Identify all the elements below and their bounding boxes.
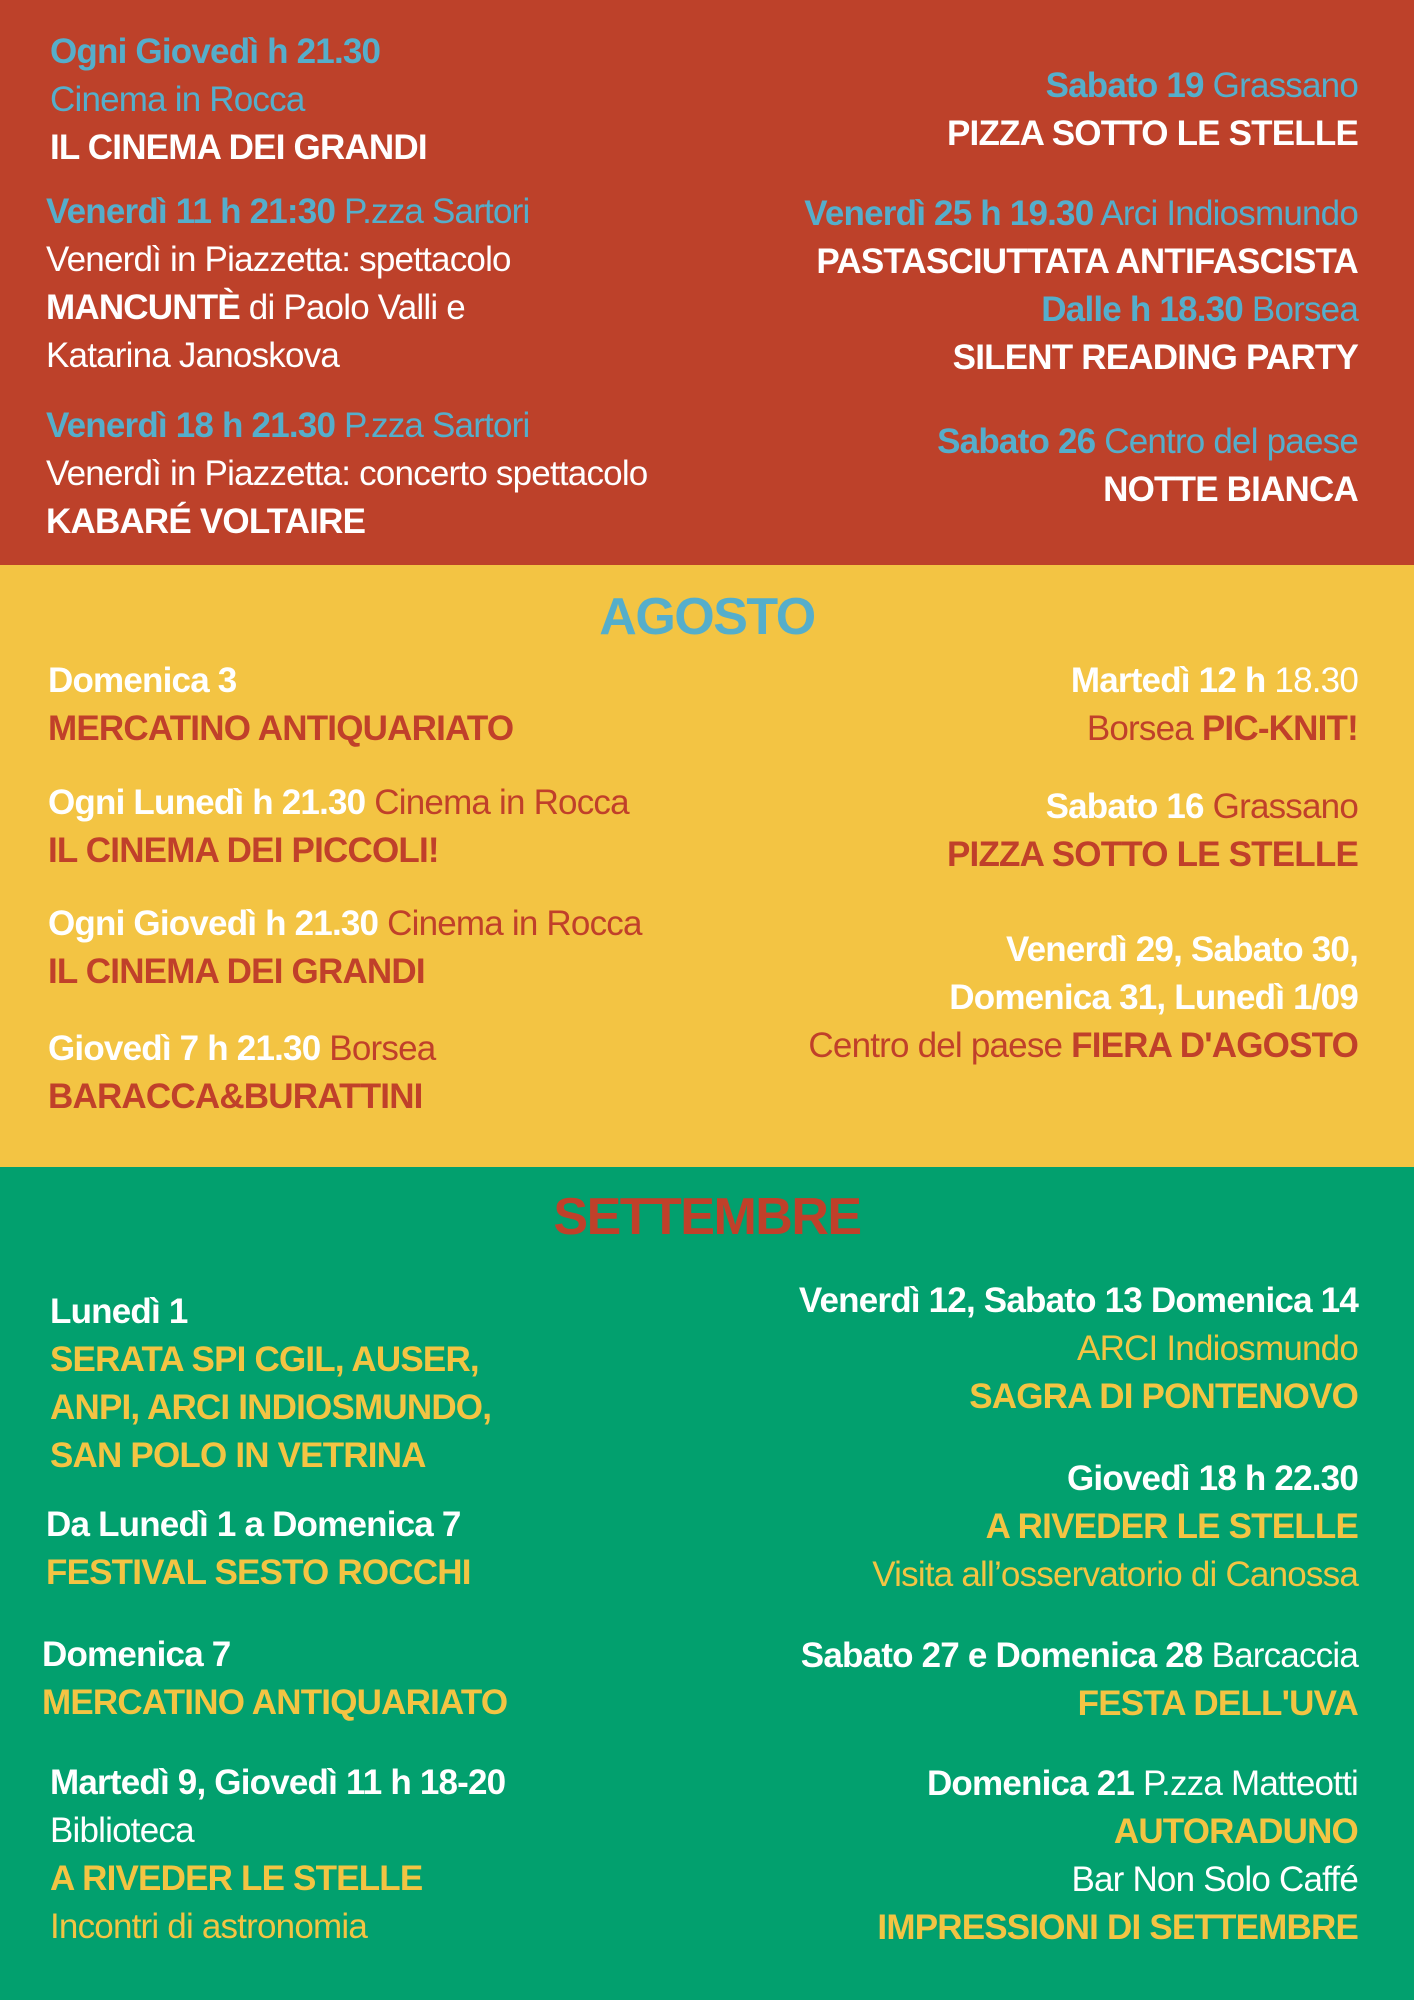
event-text-bold: Sabato 19 <box>1045 66 1204 105</box>
july-right-event-2 <box>937 418 1358 514</box>
event-text: Borsea <box>1086 709 1202 748</box>
event-text-bold: SAN POLO IN VETRINA <box>50 1436 426 1475</box>
event-text: Borsea <box>1242 290 1358 329</box>
august-left-event-2 <box>48 900 642 996</box>
september-right-event-0 <box>799 1277 1358 1421</box>
august-left-event-1 <box>48 779 629 875</box>
event-line <box>50 76 427 124</box>
event-text-bold: IL CINEMA DEI GRANDI <box>50 128 427 167</box>
event-text-bold: Ogni Lunedì h 21.30 <box>48 783 366 822</box>
august-right-event-1 <box>947 783 1358 879</box>
event-line <box>877 1808 1358 1856</box>
event-text: Grassano <box>1203 787 1358 826</box>
event-text: Venerdì in Piazzetta: spettacolo <box>46 240 511 279</box>
event-text-bold: PIC-KNIT! <box>1201 709 1358 748</box>
event-text-bold: Martedì 9, Giovedì 11 h 18-20 <box>50 1763 506 1802</box>
event-text-bold: Venerdì 25 h 19.30 <box>804 194 1094 233</box>
september-left-event-3 <box>50 1759 505 1951</box>
event-text: Borsea <box>320 1029 436 1068</box>
event-line <box>50 1759 505 1807</box>
september-left-event-1 <box>46 1501 471 1597</box>
event-line <box>46 1549 471 1597</box>
event-line <box>48 705 513 753</box>
event-line <box>947 110 1358 158</box>
event-text: Bar Non Solo Caffé <box>1071 1860 1358 1899</box>
event-line <box>46 450 647 498</box>
event-line <box>947 62 1358 110</box>
event-text-bold: Da Lunedì 1 a Domenica 7 <box>46 1505 461 1544</box>
event-text-bold: Martedì 12 h <box>1070 661 1266 700</box>
event-text: P.zza Sartori <box>335 192 530 231</box>
event-line <box>50 28 427 76</box>
event-line <box>799 1277 1358 1325</box>
september-left-event-0 <box>50 1288 491 1480</box>
event-text: Grassano <box>1203 66 1358 105</box>
event-line <box>808 974 1358 1022</box>
event-text-bold: MANCUNTÈ <box>46 288 240 327</box>
event-text-bold: SERATA SPI CGIL, AUSER, <box>50 1340 479 1379</box>
event-line <box>872 1503 1358 1551</box>
event-text: Incontri di astronomia <box>50 1907 368 1946</box>
event-text-bold: Ogni Giovedì h 21.30 <box>48 904 379 943</box>
event-text-bold: MERCATINO ANTIQUARIATO <box>48 709 514 748</box>
event-text-bold: Lunedì 1 <box>50 1292 188 1331</box>
event-line <box>799 1325 1358 1373</box>
event-text: Cinema in Rocca <box>50 80 305 119</box>
event-line <box>48 779 629 827</box>
event-text-bold: Domenica 7 <box>42 1635 231 1674</box>
event-line <box>48 657 513 705</box>
event-text-bold: Venerdì 18 h 21.30 <box>46 406 336 445</box>
july-right-event-0 <box>947 62 1358 158</box>
event-line <box>46 284 529 332</box>
event-line <box>42 1631 507 1679</box>
event-line <box>50 1855 505 1903</box>
event-text-bold: Sabato 27 e Domenica 28 <box>800 1636 1203 1675</box>
event-line <box>1071 705 1358 753</box>
event-text-bold: AUTORADUNO <box>1113 1812 1358 1851</box>
event-line <box>46 332 529 380</box>
august-left-event-3 <box>48 1025 435 1121</box>
event-line <box>804 334 1358 382</box>
event-line <box>799 1373 1358 1421</box>
event-line <box>46 236 529 284</box>
july-left-event-1 <box>46 188 529 380</box>
event-text-bold: IMPRESSIONI DI SETTEMBRE <box>877 1908 1358 1947</box>
event-text-bold: KABARÉ VOLTAIRE <box>46 502 366 541</box>
event-line <box>50 1384 491 1432</box>
event-line <box>42 1679 507 1727</box>
event-text: Cinema in Rocca <box>365 783 629 822</box>
september-title: SETTEMBRE <box>553 1188 861 1246</box>
event-line <box>937 418 1358 466</box>
july-section <box>0 0 1414 565</box>
september-left-event-2 <box>42 1631 507 1727</box>
event-line <box>48 827 629 875</box>
event-line <box>877 1856 1358 1904</box>
event-line <box>50 124 427 172</box>
event-line <box>801 1632 1358 1680</box>
event-line <box>48 1025 435 1073</box>
event-line <box>48 1073 435 1121</box>
event-text: Centro del paese <box>1095 422 1358 461</box>
july-right-event-1 <box>804 190 1358 382</box>
event-line <box>46 1501 471 1549</box>
event-text: Biblioteca <box>50 1811 194 1850</box>
event-line <box>937 466 1358 514</box>
august-left-event-0 <box>48 657 513 753</box>
event-text-bold: SILENT READING PARTY <box>952 338 1358 377</box>
event-text: ARCI Indiosmundo <box>1077 1329 1358 1368</box>
event-text-bold: Venerdì 12, Sabato 13 Domenica 14 <box>798 1281 1358 1320</box>
event-line <box>877 1904 1358 1952</box>
event-text-bold: SAGRA DI PONTENOVO <box>969 1377 1358 1416</box>
event-text-bold: Giovedì 18 h 22.30 <box>1066 1459 1358 1498</box>
event-text-bold: Sabato 26 <box>937 422 1096 461</box>
event-line <box>50 1903 505 1951</box>
event-text-bold: MERCATINO ANTIQUARIATO <box>42 1683 508 1722</box>
event-text-bold: FESTA DELL'UVA <box>1077 1684 1358 1723</box>
event-line <box>808 1022 1358 1070</box>
event-text-bold: Sabato 16 <box>1045 787 1204 826</box>
event-text-bold: Ogni Giovedì h 21.30 <box>50 32 381 71</box>
event-text-bold: FIERA D'AGOSTO <box>1071 1026 1358 1065</box>
event-line <box>50 1432 491 1480</box>
event-line <box>46 498 647 546</box>
event-text: Arci Indiosmundo <box>1093 194 1358 233</box>
event-text: P.zza Matteotti <box>1134 1764 1358 1803</box>
september-right-event-3 <box>877 1760 1358 1952</box>
event-line <box>48 900 642 948</box>
september-right-event-1 <box>872 1455 1358 1599</box>
event-text-bold: Domenica 31, Lunedì 1/09 <box>949 978 1358 1017</box>
event-line <box>50 1807 505 1855</box>
event-line <box>46 188 529 236</box>
event-line <box>804 190 1358 238</box>
event-line <box>808 926 1358 974</box>
august-title: AGOSTO <box>599 588 815 646</box>
event-line <box>804 238 1358 286</box>
event-text-bold: A RIVEDER LE STELLE <box>50 1859 423 1898</box>
july-left-event-0 <box>50 28 427 172</box>
event-text: Centro del paese <box>808 1026 1072 1065</box>
event-text-bold: Dalle h 18.30 <box>1041 290 1243 329</box>
event-line <box>801 1680 1358 1728</box>
september-section <box>0 1167 1414 2000</box>
event-line <box>804 286 1358 334</box>
event-text: 18.30 <box>1265 661 1358 700</box>
event-text: Visita all’osservatorio di Canossa <box>872 1555 1358 1594</box>
event-text-bold: Venerdì 29, Sabato 30, <box>1005 930 1358 969</box>
event-text: P.zza Sartori <box>335 406 530 445</box>
event-text-bold: FESTIVAL SESTO ROCCHI <box>46 1553 471 1592</box>
event-text-bold: IL CINEMA DEI GRANDI <box>48 952 425 991</box>
event-line <box>48 948 642 996</box>
event-line <box>877 1760 1358 1808</box>
event-text-bold: IL CINEMA DEI PICCOLI! <box>48 831 439 870</box>
event-text-bold: PIZZA SOTTO LE STELLE <box>947 835 1358 874</box>
event-line <box>46 402 647 450</box>
event-text: di Paolo Valli e <box>239 288 465 327</box>
event-text-bold: ANPI, ARCI INDIOSMUNDO, <box>50 1388 492 1427</box>
august-right-event-0 <box>1071 657 1358 753</box>
event-text-bold: Venerdì 11 h 21:30 <box>46 192 336 231</box>
event-line <box>872 1551 1358 1599</box>
event-line <box>872 1455 1358 1503</box>
event-text-bold: NOTTE BIANCA <box>1103 470 1358 509</box>
event-text-bold: Domenica 21 <box>926 1764 1135 1803</box>
event-text: Cinema in Rocca <box>378 904 642 943</box>
event-line <box>50 1336 491 1384</box>
august-right-event-2 <box>808 926 1358 1070</box>
event-text-bold: PIZZA SOTTO LE STELLE <box>947 114 1358 153</box>
september-right-event-2 <box>801 1632 1358 1728</box>
event-text-bold: BARACCA&BURATTINI <box>48 1077 423 1116</box>
august-section <box>0 565 1414 1167</box>
event-text: Katarina Janoskova <box>46 336 340 375</box>
event-line <box>947 783 1358 831</box>
event-line <box>50 1288 491 1336</box>
event-text: Venerdì in Piazzetta: concerto spettacolo <box>46 454 648 493</box>
event-line <box>947 831 1358 879</box>
event-text-bold: Domenica 3 <box>48 661 237 700</box>
july-left-event-2 <box>46 402 647 546</box>
event-text: Barcaccia <box>1202 1636 1358 1675</box>
event-text-bold: PASTASCIUTTATA ANTIFASCISTA <box>816 242 1358 281</box>
event-line <box>1071 657 1358 705</box>
event-text-bold: A RIVEDER LE STELLE <box>985 1507 1358 1546</box>
event-text-bold: Giovedì 7 h 21.30 <box>48 1029 321 1068</box>
